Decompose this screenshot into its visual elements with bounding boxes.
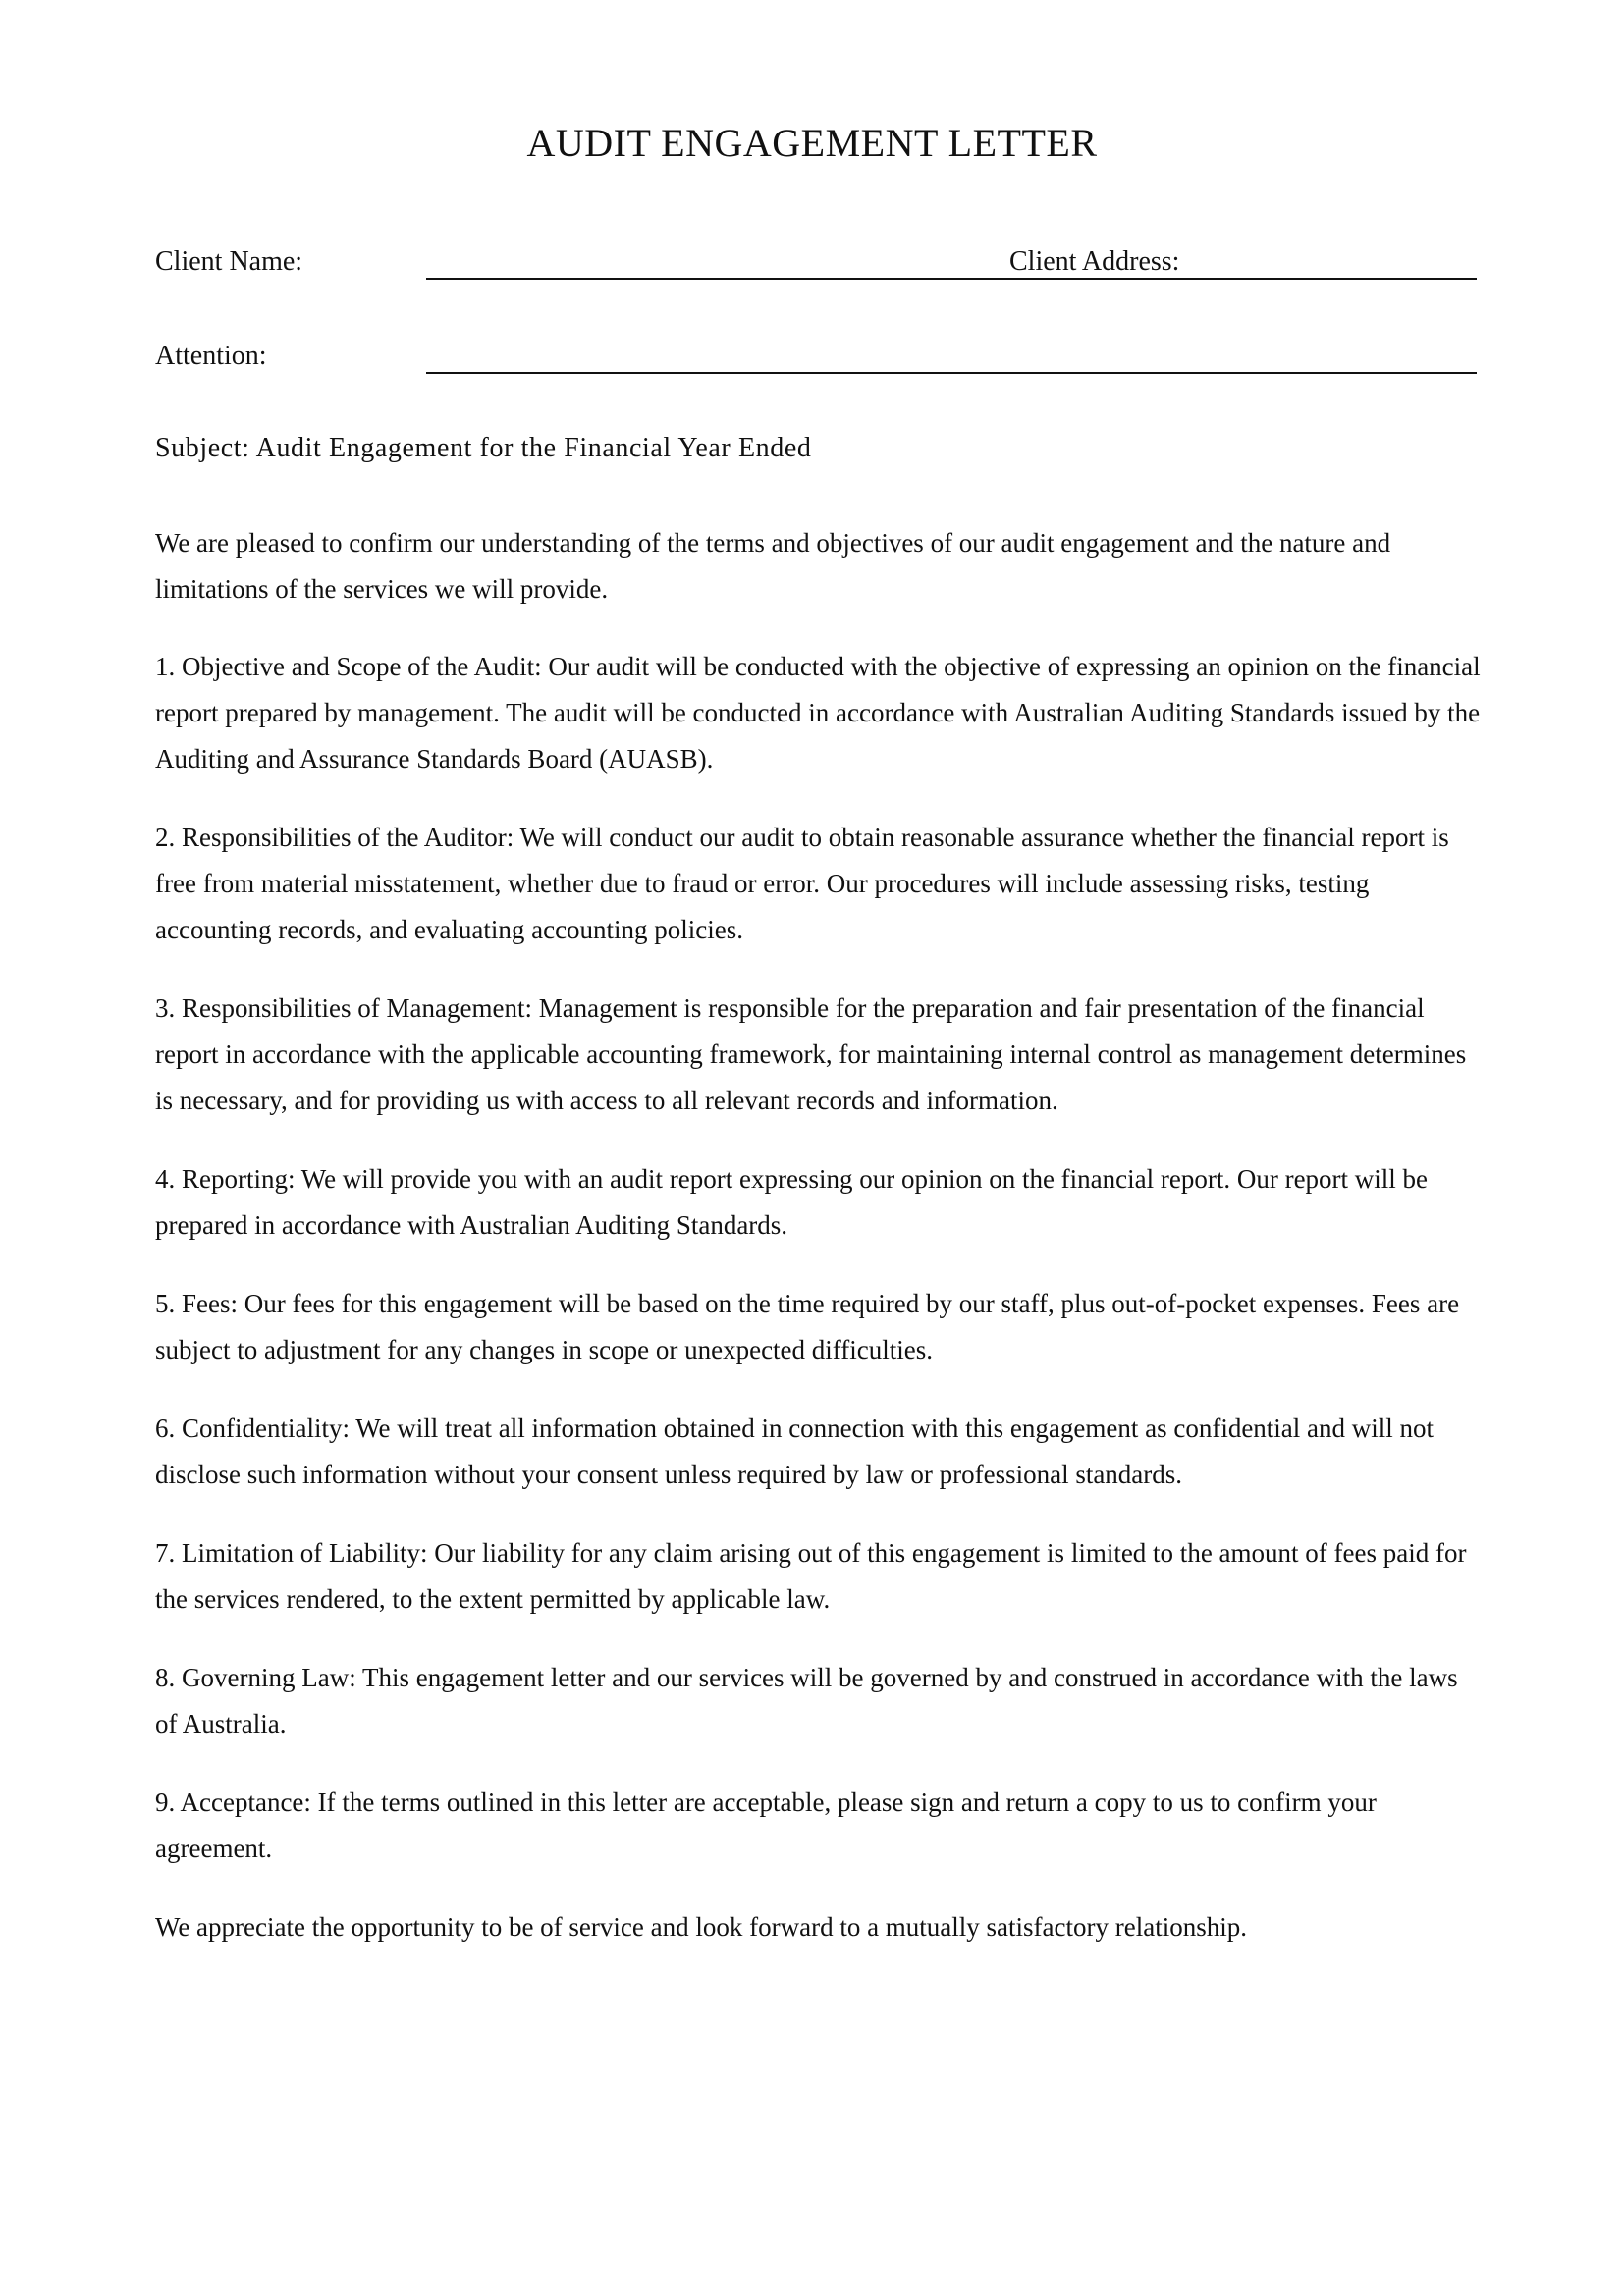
- section-auditor-responsibilities: 2. Responsibilities of the Auditor: We will conduct our audit to obtain reasonable assurance whether the financial report is free from material misstatement, whether due to fraud or error. Our procedures will include assessing risks, testing accounting records, and evaluating accounting policies.: [155, 823, 1449, 944]
- client-name-address-line[interactable]: [426, 278, 1477, 280]
- section-reporting: 4. Reporting: We will provide you with an audit report expressing our opinion on the financial report. Our report will be prepared in accordance with Australian Auditing Standards.: [155, 1164, 1429, 1240]
- section-acceptance: 9. Acceptance: If the terms outlined in this letter are acceptable, please sign and return a copy to us to confirm your agreement.: [155, 1788, 1377, 1863]
- attention-line[interactable]: [426, 372, 1477, 374]
- section-governing-law: 8. Governing Law: This engagement letter and our services will be governed by and construed in accordance with the laws of Australia.: [155, 1663, 1458, 1738]
- section-fees: 5. Fees: Our fees for this engagement will be based on the time required by our staff, plus out-of-pocket expenses. Fees are subject to adjustment for any changes in scope or unexpected difficulties.: [155, 1289, 1460, 1364]
- closing-paragraph: We appreciate the opportunity to be of service and look forward to a mutually satisfactory relationship.: [155, 1912, 1247, 1942]
- intro-paragraph: We are pleased to confirm our understanding of the terms and objectives of our audit engagement and the nature and limitations of the services we will provide.: [155, 528, 1391, 604]
- section-confidentiality: 6. Confidentiality: We will treat all information obtained in connection with this engagement as confidential and will not disclose such information without your consent unless required by law or professional standards.: [155, 1414, 1435, 1489]
- section-objective-scope: 1. Objective and Scope of the Audit: Our audit will be conducted with the objective of expressing an opinion on the financial report prepared by management. The audit will be conducted in accordance with Australian Auditing Standards issued by the Auditing and Assurance Standards Board (AUASB).: [155, 652, 1481, 774]
- attention-label: Attention:: [155, 341, 267, 371]
- client-address-label: Client Address:: [1009, 246, 1180, 277]
- section-limitation-of-liability: 7. Limitation of Liability: Our liability for any claim arising out of this engagement is limited to the amount of fees paid for the services rendered, to the extent permitted by applicable law.: [155, 1538, 1467, 1614]
- subject-line: Subject: Audit Engagement for the Financial Year Ended: [155, 433, 812, 463]
- section-management-responsibilities: 3. Responsibilities of Management: Management is responsible for the preparation and fair presentation of the financial report in accordance with the applicable accounting framework, for maintaining internal control as management determines is necessary, and for providing us with access to all relevant records and information.: [155, 993, 1467, 1115]
- document-title: AUDIT ENGAGEMENT LETTER: [526, 121, 1098, 165]
- client-name-label: Client Name:: [155, 246, 303, 277]
